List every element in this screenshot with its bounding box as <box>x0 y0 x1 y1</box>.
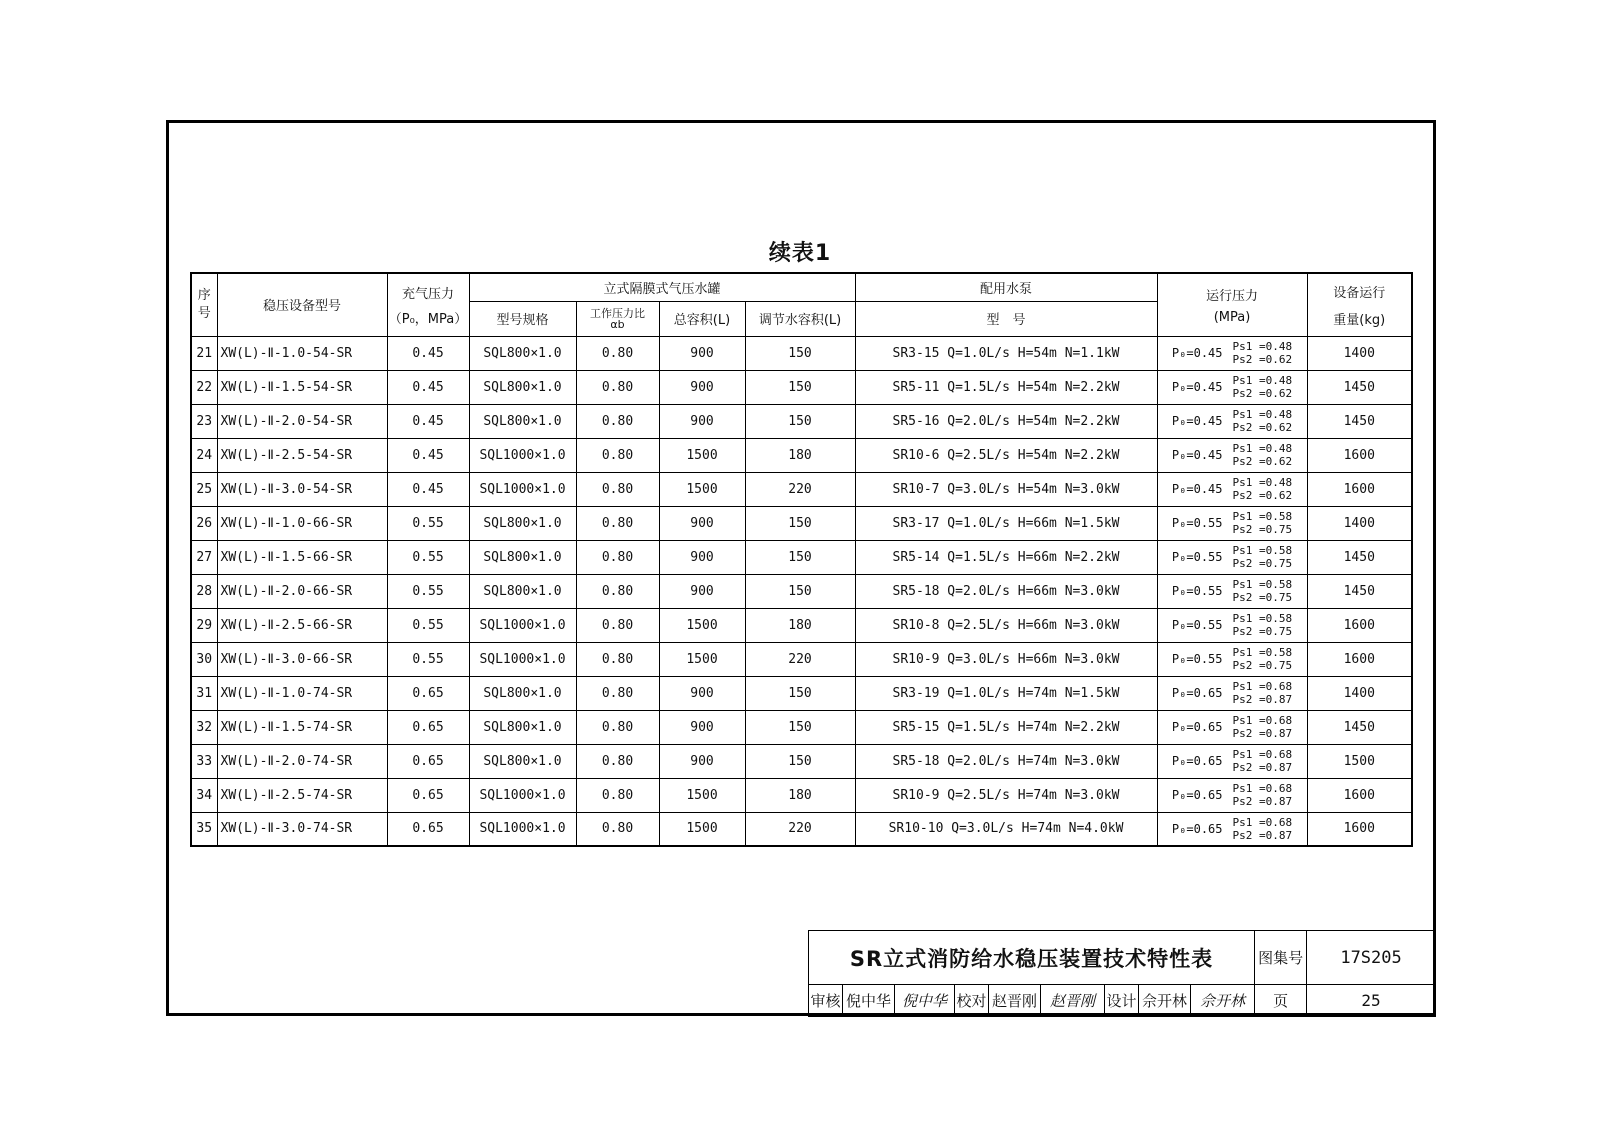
row-seq: 26 <box>191 506 217 540</box>
row-adjust-volume: 150 <box>745 336 855 370</box>
row-charge-pressure: 0.65 <box>387 744 469 778</box>
row-seq: 28 <box>191 574 217 608</box>
row-pump-model: SR10-7 Q=3.0L/s H=54m N=3.0kW <box>855 472 1157 506</box>
run-pressure-p0: P₀=0.45 <box>1171 380 1223 394</box>
row-model: XW(L)-Ⅱ-2.0-66-SR <box>217 574 387 608</box>
run-pressure-p0: P₀=0.45 <box>1171 346 1223 360</box>
reviewer-name: 倪中华 <box>843 985 895 1017</box>
run-pressure-ps1: Ps1 =0.58 <box>1232 578 1293 591</box>
row-work-ratio: 0.80 <box>576 438 659 472</box>
row-model: XW(L)-Ⅱ-1.5-74-SR <box>217 710 387 744</box>
row-work-ratio: 0.80 <box>576 744 659 778</box>
row-run-pressure <box>1157 744 1307 778</box>
table-row <box>191 472 1412 506</box>
run-pressure-ps2: Ps2 =0.87 <box>1232 761 1293 774</box>
header-tank-model: 型号规格 <box>469 301 576 336</box>
row-total-volume: 900 <box>659 506 745 540</box>
atlas-number: 17S205 <box>1307 931 1436 985</box>
run-pressure-p0: P₀=0.45 <box>1171 482 1223 496</box>
header-pump-group: 配用水泵 <box>855 273 1157 301</box>
row-seq: 35 <box>191 812 217 846</box>
run-pressure-ps1: Ps1 =0.68 <box>1232 782 1293 795</box>
row-work-ratio: 0.80 <box>576 506 659 540</box>
row-run-pressure <box>1157 812 1307 846</box>
row-weight: 1600 <box>1307 438 1412 472</box>
row-pump-model: SR5-14 Q=1.5L/s H=66m N=2.2kW <box>855 540 1157 574</box>
row-total-volume: 1500 <box>659 608 745 642</box>
row-pump-model: SR5-16 Q=2.0L/s H=54m N=2.2kW <box>855 404 1157 438</box>
row-run-pressure <box>1157 404 1307 438</box>
run-pressure-p0: P₀=0.55 <box>1171 618 1223 632</box>
row-charge-pressure: 0.55 <box>387 574 469 608</box>
row-work-ratio: 0.80 <box>576 676 659 710</box>
row-total-volume: 900 <box>659 336 745 370</box>
row-charge-pressure: 0.65 <box>387 812 469 846</box>
run-pressure-p0: P₀=0.65 <box>1171 821 1223 836</box>
row-adjust-volume: 220 <box>745 472 855 506</box>
row-run-pressure <box>1157 438 1307 472</box>
row-weight: 1500 <box>1307 744 1412 778</box>
row-total-volume: 900 <box>659 744 745 778</box>
run-pressure-ps1: Ps1 =0.48 <box>1232 374 1293 387</box>
run-pressure-ps1: Ps1 =0.58 <box>1232 544 1293 557</box>
row-work-ratio: 0.80 <box>576 540 659 574</box>
row-weight: 1600 <box>1307 812 1412 846</box>
table-row <box>191 540 1412 574</box>
row-tank-model: SQL1000×1.0 <box>469 438 576 472</box>
table-row <box>191 438 1412 472</box>
row-charge-pressure: 0.55 <box>387 608 469 642</box>
row-charge-pressure: 0.45 <box>387 404 469 438</box>
run-pressure-ps1: Ps1 =0.68 <box>1232 748 1293 761</box>
row-work-ratio: 0.80 <box>576 404 659 438</box>
row-run-pressure <box>1157 472 1307 506</box>
run-pressure-ps2: Ps2 =0.87 <box>1232 693 1293 706</box>
run-pressure-ps2: Ps2 =0.62 <box>1232 421 1293 434</box>
row-tank-model: SQL800×1.0 <box>469 506 576 540</box>
row-total-volume: 900 <box>659 540 745 574</box>
row-model: XW(L)-Ⅱ-1.5-54-SR <box>217 370 387 404</box>
row-model: XW(L)-Ⅱ-1.5-66-SR <box>217 540 387 574</box>
row-run-pressure <box>1157 540 1307 574</box>
row-tank-model: SQL1000×1.0 <box>469 642 576 676</box>
row-model: XW(L)-Ⅱ-3.0-66-SR <box>217 642 387 676</box>
run-pressure-p0: P₀=0.55 <box>1171 652 1223 666</box>
run-pressure-ps1: Ps1 =0.68 <box>1232 680 1293 693</box>
row-work-ratio: 0.80 <box>576 710 659 744</box>
table-row <box>191 506 1412 540</box>
table-row <box>191 676 1412 710</box>
row-total-volume: 900 <box>659 710 745 744</box>
atlas-label: 图集号 <box>1255 931 1307 985</box>
row-model: XW(L)-Ⅱ-1.0-74-SR <box>217 676 387 710</box>
row-pump-model: SR5-18 Q=2.0L/s H=66m N=3.0kW <box>855 574 1157 608</box>
row-tank-model: SQL800×1.0 <box>469 370 576 404</box>
run-pressure-ps2: Ps2 =0.62 <box>1232 387 1293 400</box>
row-total-volume: 900 <box>659 574 745 608</box>
table-row <box>191 710 1412 744</box>
run-pressure-ps1: Ps1 =0.48 <box>1232 408 1293 421</box>
row-weight: 1600 <box>1307 472 1412 506</box>
row-weight: 1450 <box>1307 710 1412 744</box>
row-adjust-volume: 220 <box>745 642 855 676</box>
row-pump-model: SR3-17 Q=1.0L/s H=66m N=1.5kW <box>855 506 1157 540</box>
row-model: XW(L)-Ⅱ-3.0-54-SR <box>217 472 387 506</box>
run-pressure-ps2: Ps2 =0.75 <box>1232 591 1293 604</box>
header-model: 稳压设备型号 <box>217 273 387 336</box>
row-weight: 1600 <box>1307 778 1412 812</box>
row-model: XW(L)-Ⅱ-1.0-66-SR <box>217 506 387 540</box>
row-weight: 1450 <box>1307 404 1412 438</box>
run-pressure-p0: P₀=0.65 <box>1171 686 1223 700</box>
row-charge-pressure: 0.45 <box>387 472 469 506</box>
run-pressure-ps2: Ps2 =0.87 <box>1232 727 1293 740</box>
row-total-volume: 900 <box>659 370 745 404</box>
row-weight: 1600 <box>1307 608 1412 642</box>
row-charge-pressure: 0.55 <box>387 642 469 676</box>
row-total-volume: 900 <box>659 404 745 438</box>
header-total-volume: 总容积(L) <box>659 301 745 336</box>
run-pressure-p0: P₀=0.65 <box>1171 788 1223 802</box>
row-charge-pressure: 0.45 <box>387 370 469 404</box>
table-row <box>191 812 1412 846</box>
row-run-pressure <box>1157 642 1307 676</box>
row-run-pressure <box>1157 336 1307 370</box>
run-pressure-p0: P₀=0.65 <box>1171 754 1223 768</box>
run-pressure-p0: P₀=0.45 <box>1171 448 1223 462</box>
row-weight: 1400 <box>1307 336 1412 370</box>
table-row <box>191 404 1412 438</box>
row-run-pressure <box>1157 608 1307 642</box>
table-title: 续表1 <box>768 241 832 266</box>
row-work-ratio: 0.80 <box>576 472 659 506</box>
run-pressure-ps2: Ps2 =0.75 <box>1232 659 1293 672</box>
row-total-volume: 1500 <box>659 778 745 812</box>
row-adjust-volume: 150 <box>745 540 855 574</box>
row-seq: 25 <box>191 472 217 506</box>
row-tank-model: SQL1000×1.0 <box>469 778 576 812</box>
row-weight: 1600 <box>1307 642 1412 676</box>
row-total-volume: 1500 <box>659 642 745 676</box>
row-adjust-volume: 150 <box>745 506 855 540</box>
run-pressure-ps1: Ps1 =0.48 <box>1232 476 1293 489</box>
run-pressure-ps2: Ps2 =0.62 <box>1232 455 1293 468</box>
row-run-pressure <box>1157 574 1307 608</box>
row-adjust-volume: 150 <box>745 574 855 608</box>
row-pump-model: SR3-15 Q=1.0L/s H=54m N=1.1kW <box>855 336 1157 370</box>
table-row <box>191 744 1412 778</box>
review-label: 审核 <box>809 985 843 1017</box>
row-model: XW(L)-Ⅱ-2.5-54-SR <box>217 438 387 472</box>
row-charge-pressure: 0.45 <box>387 336 469 370</box>
row-run-pressure <box>1157 676 1307 710</box>
row-work-ratio: 0.80 <box>576 608 659 642</box>
page-label: 页 <box>1255 985 1307 1017</box>
row-pump-model: SR10-9 Q=2.5L/s H=74m N=3.0kW <box>855 778 1157 812</box>
row-adjust-volume: 150 <box>745 404 855 438</box>
row-weight: 1450 <box>1307 370 1412 404</box>
row-tank-model: SQL800×1.0 <box>469 540 576 574</box>
run-pressure-ps2: Ps2 =0.62 <box>1232 353 1293 366</box>
row-tank-model: SQL800×1.0 <box>469 574 576 608</box>
run-pressure-p0: P₀=0.55 <box>1171 550 1223 564</box>
row-tank-model: SQL800×1.0 <box>469 404 576 438</box>
row-seq: 21 <box>191 336 217 370</box>
row-pump-model: SR5-15 Q=1.5L/s H=74m N=2.2kW <box>855 710 1157 744</box>
row-run-pressure <box>1157 506 1307 540</box>
row-tank-model: SQL1000×1.0 <box>469 812 576 846</box>
row-weight: 1450 <box>1307 574 1412 608</box>
run-pressure-ps2: Ps2 =0.75 <box>1232 625 1293 638</box>
run-pressure-ps1: Ps1 =0.58 <box>1232 646 1293 659</box>
run-pressure-ps1: Ps1 =0.68 <box>1232 815 1293 829</box>
row-charge-pressure: 0.65 <box>387 710 469 744</box>
table-row <box>191 778 1412 812</box>
row-model: XW(L)-Ⅱ-1.0-54-SR <box>217 336 387 370</box>
row-charge-pressure: 0.55 <box>387 506 469 540</box>
row-seq: 22 <box>191 370 217 404</box>
header-seq: 序号 <box>191 273 217 336</box>
row-pump-model: SR10-10 Q=3.0L/s H=74m N=4.0kW <box>855 812 1157 846</box>
run-pressure-p0: P₀=0.45 <box>1171 414 1223 428</box>
row-model: XW(L)-Ⅱ-3.0-74-SR <box>217 812 387 846</box>
row-charge-pressure: 0.65 <box>387 676 469 710</box>
row-seq: 23 <box>191 404 217 438</box>
row-pump-model: SR10-8 Q=2.5L/s H=66m N=3.0kW <box>855 608 1157 642</box>
row-pump-model: SR10-6 Q=2.5L/s H=54m N=2.2kW <box>855 438 1157 472</box>
row-adjust-volume: 220 <box>745 812 855 846</box>
row-run-pressure <box>1157 710 1307 744</box>
table-row <box>191 336 1412 370</box>
drawing-title: SR立式消防给水稳压装置技术特性表 <box>809 931 1255 985</box>
row-charge-pressure: 0.55 <box>387 540 469 574</box>
row-pump-model: SR5-11 Q=1.5L/s H=54m N=2.2kW <box>855 370 1157 404</box>
row-work-ratio: 0.80 <box>576 574 659 608</box>
run-pressure-ps1: Ps1 =0.48 <box>1232 340 1293 353</box>
run-pressure-ps1: Ps1 =0.68 <box>1232 714 1293 727</box>
run-pressure-ps2: Ps2 =0.75 <box>1232 557 1293 570</box>
row-total-volume: 900 <box>659 676 745 710</box>
header-run-pressure: 运行压力 (MPa) <box>1157 273 1307 336</box>
row-seq: 31 <box>191 676 217 710</box>
design-label: 设计 <box>1105 985 1139 1017</box>
row-adjust-volume: 150 <box>745 370 855 404</box>
row-work-ratio: 0.80 <box>576 812 659 846</box>
run-pressure-ps2: Ps2 =0.62 <box>1232 489 1293 502</box>
table-row <box>191 608 1412 642</box>
row-run-pressure <box>1157 778 1307 812</box>
row-model: XW(L)-Ⅱ-2.5-74-SR <box>217 778 387 812</box>
run-pressure-ps1: Ps1 =0.58 <box>1232 612 1293 625</box>
page-number: 25 <box>1307 985 1436 1017</box>
table-row <box>191 642 1412 676</box>
row-work-ratio: 0.80 <box>576 642 659 676</box>
row-run-pressure <box>1157 370 1307 404</box>
run-pressure-ps1: Ps1 =0.48 <box>1232 442 1293 455</box>
row-adjust-volume: 180 <box>745 608 855 642</box>
row-work-ratio: 0.80 <box>576 778 659 812</box>
row-tank-model: SQL800×1.0 <box>469 336 576 370</box>
title-block <box>808 930 1436 1016</box>
table-row <box>191 574 1412 608</box>
spec-table <box>190 272 1413 847</box>
header-adjust-volume: 调节水容积(L) <box>745 301 855 336</box>
row-model: XW(L)-Ⅱ-2.0-54-SR <box>217 404 387 438</box>
row-seq: 24 <box>191 438 217 472</box>
row-pump-model: SR5-18 Q=2.0L/s H=74m N=3.0kW <box>855 744 1157 778</box>
row-tank-model: SQL800×1.0 <box>469 710 576 744</box>
row-adjust-volume: 150 <box>745 744 855 778</box>
row-weight: 1400 <box>1307 506 1412 540</box>
row-total-volume: 1500 <box>659 438 745 472</box>
check-label: 校对 <box>955 985 989 1017</box>
row-adjust-volume: 180 <box>745 438 855 472</box>
run-pressure-ps1: Ps1 =0.58 <box>1232 510 1293 523</box>
row-seq: 32 <box>191 710 217 744</box>
row-charge-pressure: 0.65 <box>387 778 469 812</box>
run-pressure-ps2: Ps2 =0.87 <box>1232 795 1293 808</box>
row-seq: 29 <box>191 608 217 642</box>
row-tank-model: SQL800×1.0 <box>469 676 576 710</box>
checker-signature: 赵晋刚 <box>1041 985 1105 1017</box>
row-model: XW(L)-Ⅱ-2.0-74-SR <box>217 744 387 778</box>
header-charge-pressure: 充气压力 （P₀，MPa） <box>387 273 469 336</box>
row-seq: 30 <box>191 642 217 676</box>
header-pump-model: 型 号 <box>855 301 1157 336</box>
table-row <box>191 370 1412 404</box>
row-total-volume: 1500 <box>659 472 745 506</box>
row-seq: 27 <box>191 540 217 574</box>
designer-signature: 佘开林 <box>1191 985 1255 1017</box>
checker-name: 赵晋刚 <box>989 985 1041 1017</box>
row-tank-model: SQL800×1.0 <box>469 744 576 778</box>
row-charge-pressure: 0.45 <box>387 438 469 472</box>
row-weight: 1450 <box>1307 540 1412 574</box>
row-pump-model: SR3-19 Q=1.0L/s H=74m N=1.5kW <box>855 676 1157 710</box>
reviewer-signature: 倪中华 <box>895 985 955 1017</box>
row-adjust-volume: 150 <box>745 710 855 744</box>
row-pump-model: SR10-9 Q=3.0L/s H=66m N=3.0kW <box>855 642 1157 676</box>
run-pressure-ps2: Ps2 =0.75 <box>1232 523 1293 536</box>
row-weight: 1400 <box>1307 676 1412 710</box>
run-pressure-p0: P₀=0.55 <box>1171 516 1223 530</box>
row-model: XW(L)-Ⅱ-2.5-66-SR <box>217 608 387 642</box>
run-pressure-ps2: Ps2 =0.87 <box>1232 828 1293 842</box>
row-work-ratio: 0.80 <box>576 336 659 370</box>
row-work-ratio: 0.80 <box>576 370 659 404</box>
row-total-volume: 1500 <box>659 812 745 846</box>
row-tank-model: SQL1000×1.0 <box>469 608 576 642</box>
row-tank-model: SQL1000×1.0 <box>469 472 576 506</box>
header-weight: 设备运行 重量(kg) <box>1307 273 1412 336</box>
row-seq: 34 <box>191 778 217 812</box>
row-seq: 33 <box>191 744 217 778</box>
header-work-ratio: 工作压力比 αb <box>576 301 659 336</box>
designer-name: 佘开林 <box>1139 985 1191 1017</box>
row-adjust-volume: 180 <box>745 778 855 812</box>
header-tank-group: 立式隔膜式气压水罐 <box>469 273 855 301</box>
run-pressure-p0: P₀=0.55 <box>1171 584 1223 598</box>
row-adjust-volume: 150 <box>745 676 855 710</box>
run-pressure-p0: P₀=0.65 <box>1171 720 1223 734</box>
